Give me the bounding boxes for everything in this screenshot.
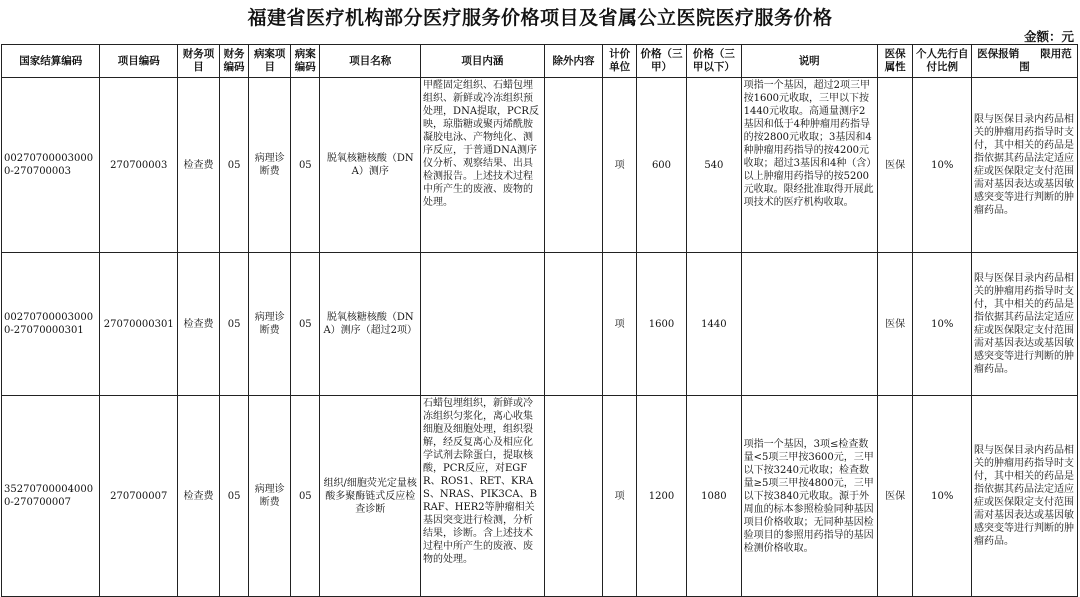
note-cell bbox=[741, 253, 877, 396]
header-fin-code: 财务编码 bbox=[219, 45, 248, 78]
fin-item-cell: 检查费 bbox=[178, 396, 220, 597]
item-code-cell: 270700007 bbox=[100, 396, 178, 597]
price-b-cell: 540 bbox=[687, 78, 741, 253]
content-cell: 甲醛固定组织、石蜡包埋组织、新鲜或冷冻组织预处理，DNA提取，PCR反映，琼脂糖或聚丙烯酰胺凝胶电泳、产物纯化、测序反应，于普通DNA测序仪分析、观察结果、出具检测报告。上述技术过程中所产生的废液、废物的处理。 bbox=[421, 78, 545, 253]
self-pay-cell: 10% bbox=[913, 253, 972, 396]
content-cell: 石蜡包埋组织，新鲜或冷冻组织匀浆化，离心收集细胞及细胞处理，组织裂解，经反复离心及相应化学试剂去除蛋白，提取核酸，PCR反应，对EGFR、ROS1、RET、KRAS、NRAS、PIK3CA、BRAF、HER2等肿瘤相关基因突变进行检测，分析结果，诊断。含上述技术过程中所产生的废液、废物的处理。 bbox=[421, 396, 545, 597]
fin-item-cell: 检查费 bbox=[178, 78, 220, 253]
header-content: 项目内涵 bbox=[421, 45, 545, 78]
item-code-cell: 27070000301 bbox=[100, 253, 178, 396]
note-cell: 项指一个基因，超过2项三甲按1600元收取，三甲以下按1440元收取。高通量测序2基因和低于4种肿瘤用药指导的按2800元收取；3基因和4种肿瘤用药指导的按4200元收取；超过3基因和4种（含）以上肿瘤用药指导的按5200元收取。限经批准取得开展此项技术的医疗机构收取。 bbox=[741, 78, 877, 253]
price-table bbox=[1, 44, 1078, 597]
header-case-code: 病案编码 bbox=[291, 45, 320, 78]
fin-code-cell: 05 bbox=[219, 253, 248, 396]
case-code-cell: 05 bbox=[291, 253, 320, 396]
fin-code-cell: 05 bbox=[219, 396, 248, 597]
header-national-code: 国家结算编码 bbox=[2, 45, 100, 78]
header-item-code: 项目编码 bbox=[100, 45, 178, 78]
header-insurance: 医保属性 bbox=[877, 45, 913, 78]
page-title: 福建省医疗机构部分医疗服务价格项目及省属公立医院医疗服务价格 bbox=[247, 7, 833, 29]
excluded-cell bbox=[544, 396, 603, 597]
amount-unit-label: 金额：元 bbox=[1023, 29, 1074, 44]
header-price-b: 价格（三甲以下） bbox=[687, 45, 741, 78]
insurance-cell: 医保 bbox=[877, 78, 913, 253]
national-code-cell: 352707000040000-270700007 bbox=[2, 396, 100, 597]
unit-cell: 项 bbox=[603, 78, 637, 253]
header-item-name: 项目名称 bbox=[320, 45, 421, 78]
item-name-cell: 脱氧核糖核酸（DNA）测序（超过2项） bbox=[320, 253, 421, 396]
header-fin-item: 财务项目 bbox=[178, 45, 220, 78]
unit-cell: 项 bbox=[603, 396, 637, 597]
self-pay-cell: 10% bbox=[913, 78, 972, 253]
scope-cell: 限与医保目录内药品相关的肿瘤用药指导时支付，其中相关的药品是指依据其药品法定适应症或医保限定支付范围需对基因表达或基因敏感突变等进行判断的肿瘤药品。 bbox=[972, 253, 1078, 396]
case-item-cell: 病理诊断费 bbox=[249, 396, 291, 597]
price-b-cell: 1080 bbox=[687, 396, 741, 597]
scope-cell: 限与医保目录内药品相关的肿瘤用药指导时支付，其中相关的药品是指依据其药品法定适应症或医保限定支付范围需对基因表达或基因敏感突变等进行判断的肿瘤药品。 bbox=[972, 78, 1078, 253]
price-a-cell: 600 bbox=[636, 78, 686, 253]
scope-cell: 限与医保目录内药品相关的肿瘤用药指导时支付，其中相关的药品是指依据其药品法定适应症或医保限定支付范围需对基因表达或基因敏感突变等进行判断的肿瘤药品。 bbox=[972, 396, 1078, 597]
excluded-cell bbox=[544, 78, 603, 253]
fin-code-cell: 05 bbox=[219, 78, 248, 253]
excluded-cell bbox=[544, 253, 603, 396]
content-cell bbox=[421, 253, 545, 396]
price-a-cell: 1600 bbox=[636, 253, 686, 396]
insurance-cell: 医保 bbox=[877, 396, 913, 597]
case-item-cell: 病理诊断费 bbox=[249, 253, 291, 396]
header-self-pay: 个人先行自付比例 bbox=[913, 45, 972, 78]
header-row bbox=[2, 45, 1078, 78]
item-name-cell: 组织/细胞荧光定量核酸多聚酶链式反应检查诊断 bbox=[320, 396, 421, 597]
table-row bbox=[2, 253, 1078, 396]
item-name-cell: 脱氧核糖核酸（DNA）测序 bbox=[320, 78, 421, 253]
header-excluded: 除外内容 bbox=[544, 45, 603, 78]
table-row bbox=[2, 78, 1078, 253]
note-cell: 项指一个基因，3项≤检查数量<5项三甲按3600元，三甲以下按3240元收取；检查数量≥5项三甲按4800元，三甲以下按3840元收取。源于外周血的标本参照检验同种基因项目价格收取；无同种基因检验项目的参照用药指导的基因检测价格收取。 bbox=[741, 396, 877, 597]
unit-cell: 项 bbox=[603, 253, 637, 396]
price-a-cell: 1200 bbox=[636, 396, 686, 597]
header-scope: 医保报销 限用范围 bbox=[972, 45, 1078, 78]
table-row bbox=[2, 396, 1078, 597]
header-case-item: 病案项目 bbox=[249, 45, 291, 78]
case-item-cell: 病理诊断费 bbox=[249, 78, 291, 253]
header-note: 说明 bbox=[741, 45, 877, 78]
header-price-a: 价格（三甲） bbox=[636, 45, 686, 78]
case-code-cell: 05 bbox=[291, 396, 320, 597]
header-unit: 计价单位 bbox=[603, 45, 637, 78]
fin-item-cell: 检查费 bbox=[178, 253, 220, 396]
case-code-cell: 05 bbox=[291, 78, 320, 253]
insurance-cell: 医保 bbox=[877, 253, 913, 396]
national-code-cell: 002707000030000-270700003 bbox=[2, 78, 100, 253]
national-code-cell: 002707000030000-27070000301 bbox=[2, 253, 100, 396]
price-b-cell: 1440 bbox=[687, 253, 741, 396]
self-pay-cell: 10% bbox=[913, 396, 972, 597]
item-code-cell: 270700003 bbox=[100, 78, 178, 253]
